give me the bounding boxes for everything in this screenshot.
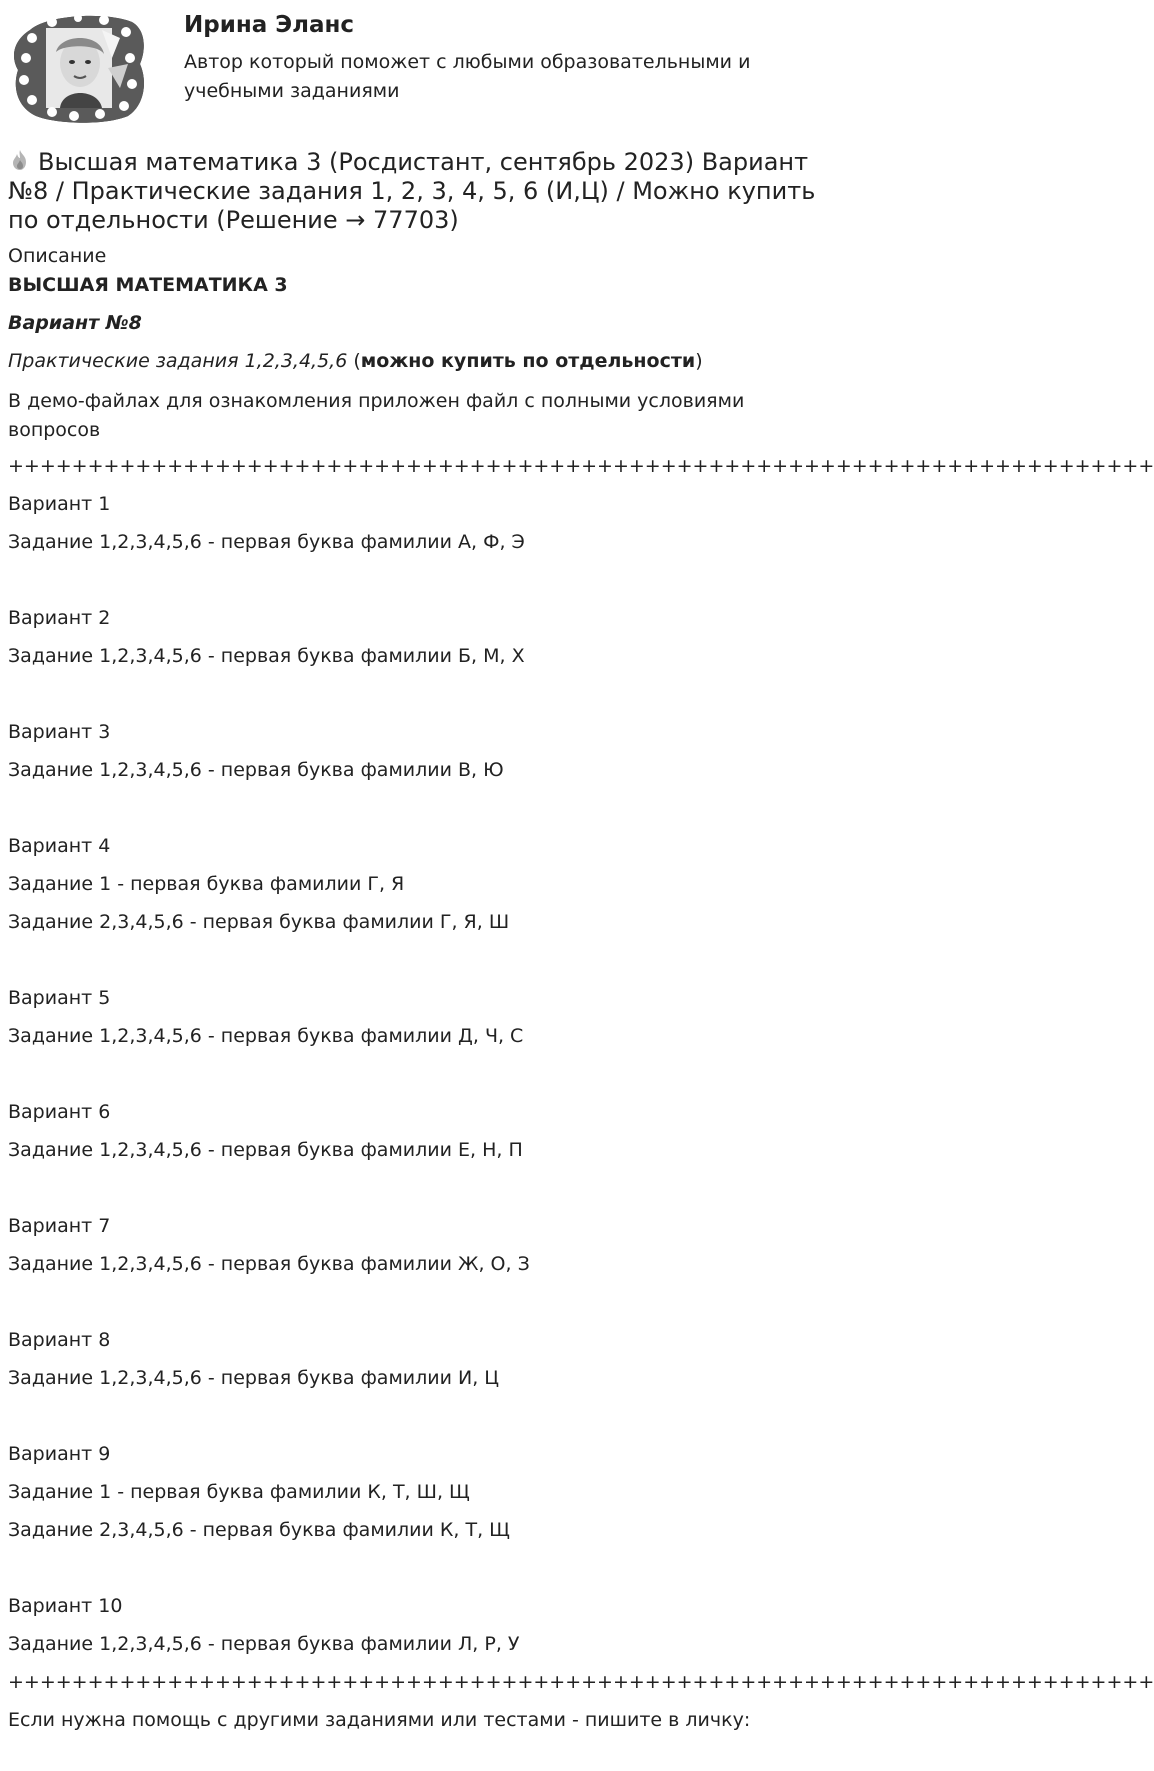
buy-separately-text: можно купить по отдельности [360,350,696,372]
variant-name: Вариант 6 [8,1101,111,1123]
description-label: Описание [8,245,107,267]
heading-text: ВЫСШАЯ МАТЕМАТИКА 3 [8,274,288,296]
variant-name: Вариант 5 [8,987,111,1009]
task-line: Задание 1,2,3,4,5,6 - первая буква фамилии В, Ю [8,759,504,781]
task-line: Задание 1,2,3,4,5,6 - первая буква фамилии И, Ц [8,1367,500,1389]
separator-top: ++++++++++++++++++++++++++++++++++++++++++++++++++++++++++++++++++++++++ [8,455,1154,477]
title-text: Высшая математика 3 (Росдистант, сентябрь 2023) Вариант №8 / Практические задания 1, 2, 3, 4, 5, 6 (И,Ц) / Можно купить по отдельности (Решение → 77703) [8,148,816,234]
variant-name: Вариант 9 [8,1443,111,1465]
task-line: Задание 1 - первая буква фамилии Г, Я [8,873,405,895]
variant-10 [8,1594,847,1670]
variant-heading-text: Вариант №8 [8,312,142,334]
variant-name: Вариант 8 [8,1329,111,1351]
variant-9 [8,1442,847,1556]
contact-note: Если нужна помощь с другими заданиями или тестами - пишите в личку: [8,1709,751,1731]
variant-4 [8,834,847,948]
author-description: Автор который поможет с любыми образовательными и учебными заданиями [184,51,751,102]
paren-open: ( [347,350,361,372]
variant-name: Вариант 1 [8,493,111,515]
variant-8 [8,1328,847,1404]
variant-name: Вариант 3 [8,721,111,743]
task-line: Задание 2,3,4,5,6 - первая буква фамилии К, Т, Щ [8,1519,510,1541]
fire-icon [8,148,32,172]
variant-5 [8,986,847,1062]
variant-6 [8,1100,847,1176]
practical-tasks-line [8,349,847,387]
variant-7 [8,1214,847,1290]
author-name[interactable]: Ирина Эланс [184,12,355,38]
author-header [0,0,847,140]
variant-heading [8,311,847,349]
page-title [8,148,828,235]
task-line: Задание 2,3,4,5,6 - первая буква фамилии Г, Я, Ш [8,911,510,933]
task-line: Задание 1,2,3,4,5,6 - первая буква фамилии Ж, О, З [8,1253,530,1275]
variant-name: Вариант 10 [8,1595,123,1617]
practical-tasks-text: Практические задания 1,2,3,4,5,6 [8,350,348,372]
variant-name: Вариант 2 [8,607,111,629]
variant-name: Вариант 7 [8,1215,111,1237]
variant-3 [8,720,847,796]
variant-2 [8,606,847,682]
description-content [8,244,1154,1746]
separator-bottom: ++++++++++++++++++++++++++++++++++++++++++++++++++++++++++++++++++++++++ [8,1671,1154,1693]
variant-name: Вариант 4 [8,835,111,857]
demo-note: В демо-файлах для ознакомления приложен файл с полными условиями вопросов [8,390,745,441]
task-line: Задание 1,2,3,4,5,6 - первая буква фамилии Д, Ч, С [8,1025,524,1047]
variant-1 [8,492,847,568]
task-line: Задание 1,2,3,4,5,6 - первая буква фамилии А, Ф, Э [8,531,525,553]
paren-close: ) [695,350,703,372]
task-line: Задание 1,2,3,4,5,6 - первая буква фамилии Е, Н, П [8,1139,523,1161]
task-line: Задание 1,2,3,4,5,6 - первая буква фамилии Л, Р, У [8,1633,520,1655]
task-line: Задание 1 - первая буква фамилии К, Т, Ш, Щ [8,1481,470,1503]
description-heading [8,273,847,311]
task-line: Задание 1,2,3,4,5,6 - первая буква фамилии Б, М, Х [8,645,525,667]
author-avatar[interactable] [8,8,148,126]
